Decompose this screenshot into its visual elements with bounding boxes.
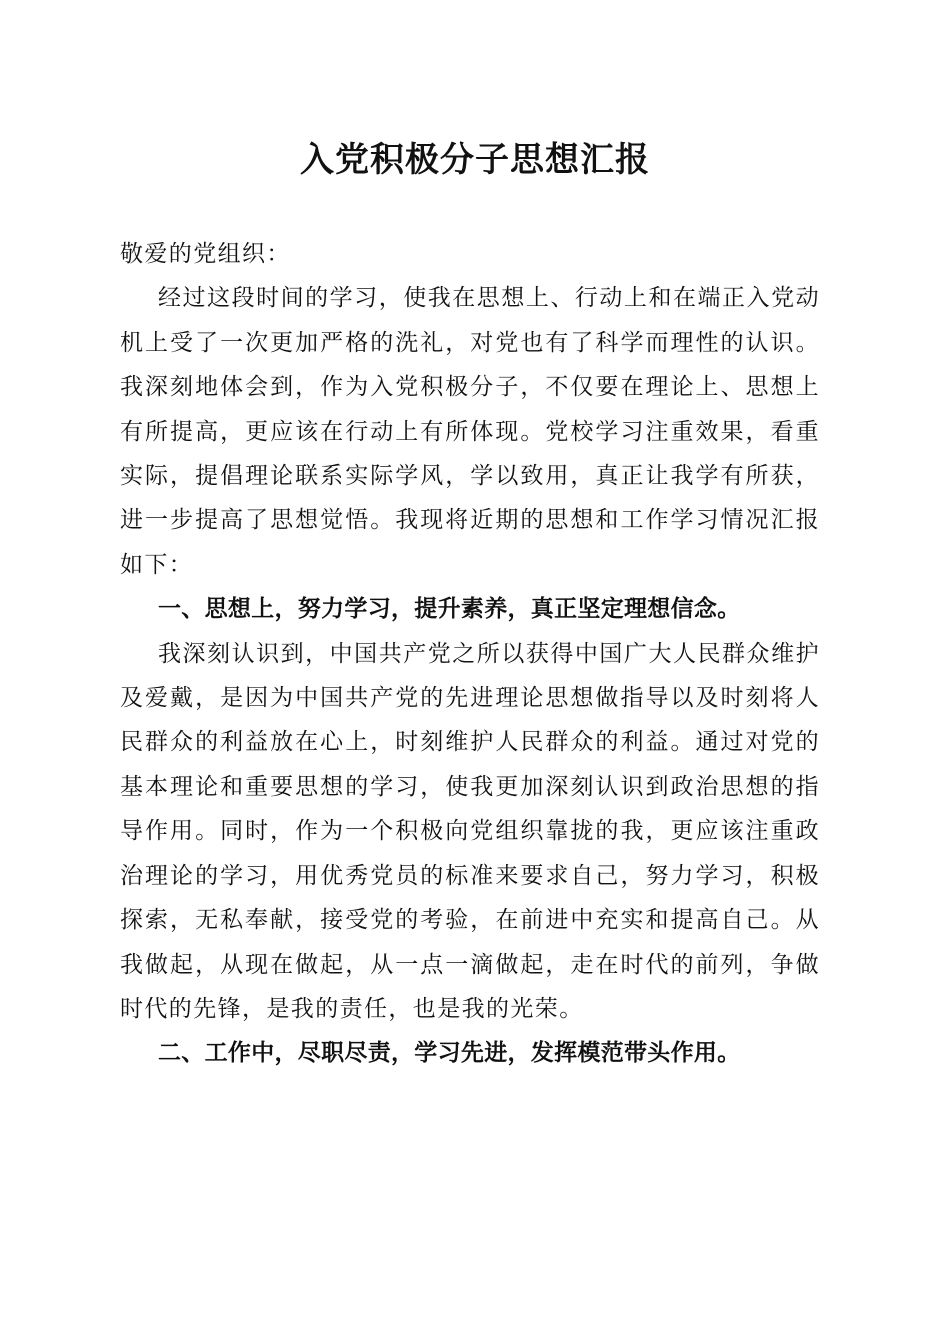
paragraph-intro: 经过这段时间的学习，使我在思想上、行动上和在端正入党动机上受了一次更加严格的洗礼，对党也有了科学而理性的认识。我深刻地体会到，作为入党积极分子，不仅要在理论上、思想上有所提高，更应该在行动上有所体现。党校学习注重效果，看重实际，提倡理论联系实际学风，学以致用，真正让我学有所获，进一步提高了思想觉悟。我现将近期的思想和工作学习情况汇报如下： — [120, 285, 820, 578]
document-title: 入党积极分子思想汇报 — [300, 140, 650, 180]
salutation: 敬爱的党组织： — [120, 241, 291, 267]
section-heading-1: 一、思想上，努力学习，提升素养，真正坚定理想信念。 — [158, 596, 741, 623]
paragraph-section-1: 我深刻认识到，中国共产党之所以获得中国广大人民群众维护及爱戴，是因为中国共产党的先进理论思想做指导以及时刻将人民群众的利益放在心上，时刻维护人民群众的利益。通过对党的基本理论和重要思想的学习，使我更加深刻认识到政治思想的指导作用。同时，作为一个积极向党组织靠拢的我，更应该注重政治理论的学习，用优秀党员的标准来要求自己，努力学习，积极探索，无私奉献，接受党的考验，在前进中充实和提高自己。从我做起，从现在做起，从一点一滴做起，走在时代的前列，争做时代的先锋，是我的责任，也是我的光荣。 — [120, 640, 820, 1022]
document-body — [120, 232, 820, 1076]
section-heading-2: 二、工作中，尽职尽责，学习先进，发挥模范带头作用。 — [158, 1040, 741, 1067]
